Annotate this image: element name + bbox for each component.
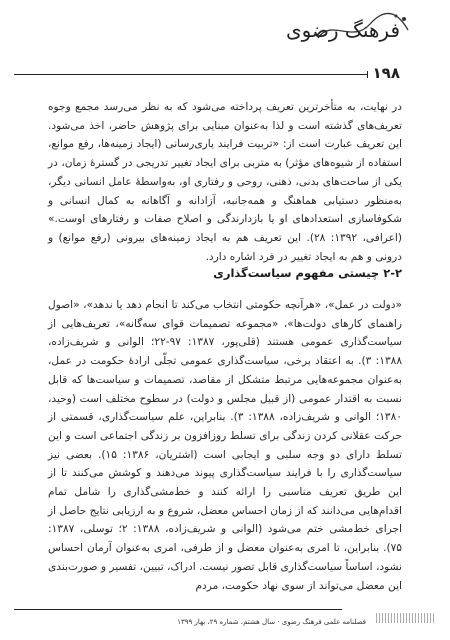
paragraph-text: «دولت در عمل»، «هرآنچه حکومتی انتخاب می‌کند تا انجام دهد یا ندهد»، «اصول راهنمای کارهای دولت‌ها»، «مجموعه تصمیمات قوای سه‌گانه»، تعریف‌هایی از سیاست‌گذاری عمومی هستند (قلی‌پور، ۱۳۸۷: ۹۷-۲۲؛ الوانی و شریف‌زاده، ۱۳۸۸: ۳). به اعتقاد برخی، سیاست‌گذاری عمومی تجلّی ارادهٔ حکومت در عمل، به‌عنوان مجموعه‌هایی مرتبط متشکل از مقاصد، تصمیمات و سیاست‌ها که قابل نسبت به اقتدار عمومی (از قبیل مجلس و دولت) در سطوح مختلف است (وحید، ۱۳۸۰؛ الوانی و شریف‌زاده، ۱۳۸۸: ۳). بنابراین، علم سیاست‌گذاری، قسمتی از حرکت عقلانی کردن زندگی برای تسلط روزافزون بر زندگی اجتماعی است و این تسلط دارای دو وجه سلبی و ایجابی است (اشتریان، ۱۳۸۶: ۱۵). بعضی نیز سیاست‌گذاری را با فرایند سیاست‌گذاری پیوند می‌دهند و کوشش می‌کنند تا از این طریق تعریف مناسبی را ارائه کنند و خط‌مشی‌گذاری را شامل تمام اقدام‌هایی می‌دانند که از زمان احساس معضل، شروع و به ارزیابی نتایج حاصل از اجرای خط‌مشی ختم می‌شود (الوانی و شریف‌زاده، ۱۳۸۸: ۲؛ توسلی، ۱۳۸۷: ۷۵). بنابراین، تا امری به‌عنوان معضل و از طرفی، امری به‌عنوان آرمان احساس نشود، اساساً سیاست‌گذاری قابل تصور نیست. ادراک، تبیین، تفسیر و صورت‌بندی این معضل می‌تواند از سوی نهاد حکومت، مردم (48, 299, 403, 592)
header-rule-cap (367, 71, 368, 78)
footer-decoration (376, 613, 436, 623)
journal-logo: فرهنگ رضوی (285, 18, 400, 42)
section-heading: ۲-۲ چیستی مفهوم سیاست‌گذاری (213, 266, 402, 280)
page-number: ۱۹۸ (372, 64, 400, 82)
body-paragraph-2 (48, 296, 402, 595)
paragraph-text: در نهایت، به متأخرترین تعریف پرداخته می‌شود که به نظر می‌رسد مجمع وجوه تعریف‌های گذشته است و لذا به‌عنوان مبنایی برای پژوهش حاضر، اخذ می‌شود. این تعریف عبارت است از: «تربیت فرایند یاری‌رسانی (ایجاد زمینه‌ها، رفع موانع، استفاده از شیوه‌های مؤثر) به متربی برای ایجاد تغییر تدریجی در گسترهٔ زمان، در یکی از ساحت‌های بدنی، ذهنی، روحی و رفتاری او، به‌واسطهٔ عامل انسانی دیگر، به‌منظور دستیابی هماهنگ و همه‌جانبه، آزادانه و آگاهانه به کمال انسانی و شکوفاسازی استعدادهای او یا بازدارندگی و اصلاح صفات و رفتارهای اوست.» (اعرافی، ۱۳۹۲: ۲۸). این تعریف هم به ایجاد زمینه‌های بیرونی (رفع موانع) و درونی و هم به ایجاد تغییر در فرد اشاره دارد. (48, 101, 403, 263)
body-paragraph-1 (48, 98, 402, 266)
footer-rule (14, 609, 342, 610)
header-rule (14, 74, 368, 75)
footer-journal-info: فصلنامه علمی فرهنگ رضوی · سال هشتم، شماره ۲۹، بهار ۱۳۹۹ (177, 618, 366, 626)
